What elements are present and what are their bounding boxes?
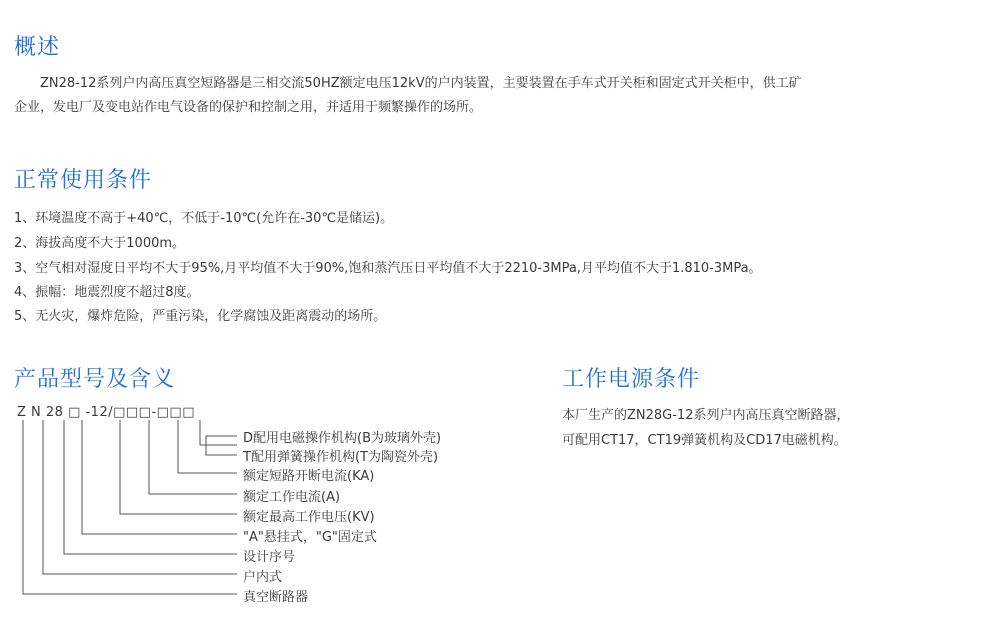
condition-item: 2、海拔高度不大于1000m。: [14, 236, 186, 251]
condition-item: 5、无火灾，爆炸危险，严重污染，化学腐蚀及距离震动的场所。: [14, 309, 387, 324]
power-text-line2: 可配用CT17，CT19弹簧机构及CD17电磁机构。: [562, 433, 847, 448]
model-label-rated-voltage: 额定最高工作电压(KV): [243, 510, 375, 525]
conditions-title: 正常使用条件: [14, 168, 153, 193]
model-label-breaking-current: 额定短路开断电流(KA): [243, 469, 375, 484]
model-label-vacuum-breaker: 真空断路器: [243, 590, 309, 605]
overview-title: 概述: [14, 35, 61, 60]
model-label-rated-current: 额定工作电流(A): [243, 490, 341, 505]
model-label-indoor: 户内式: [243, 570, 283, 585]
model-label-design-no: 设计序号: [243, 550, 296, 565]
condition-item: 3、空气相对湿度日平均不大于95%,月平均值不大于90%,饱和蒸汽压日平均值不大于2210-3MPa,月平均值不大于1.810-3MPa。: [14, 261, 762, 276]
condition-item: 4、振幅：地震烈度不超过8度。: [14, 285, 200, 300]
model-title: 产品型号及含义: [14, 367, 176, 392]
overview-text-line2: 企业，发电厂及变电站作电气设备的保护和控制之用，并适用于频繁操作的场所。: [14, 100, 483, 115]
power-title: 工作电源条件: [562, 367, 701, 392]
model-code: Z N 28 □ -12/□□□-□□□: [17, 405, 195, 420]
model-label-d: D配用电磁操作机构(B为玻璃外壳): [243, 431, 442, 446]
model-label-t: T配用弹簧操作机构(T为陶瓷外壳): [243, 450, 439, 465]
condition-item: 1、环境温度不高于+40℃，不低于-10℃(允许在-30℃是储运)。: [14, 211, 394, 226]
overview-text-line1: ZN28-12系列户内高压真空短路器是三相交流50HZ额定电压12kV的户内装置，主要装置在手车式开关柜和固定式开关柜中，供工矿: [40, 76, 802, 91]
power-text-line1: 本厂生产的ZN28G-12系列户内高压真空断路器，: [562, 408, 850, 423]
model-label-mount-type: "A"悬挂式，"G"固定式: [243, 530, 377, 545]
